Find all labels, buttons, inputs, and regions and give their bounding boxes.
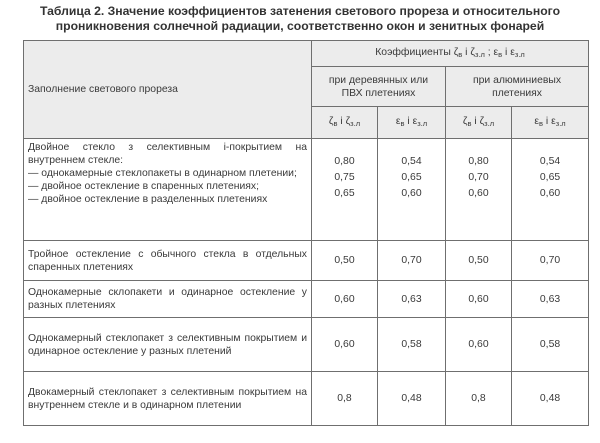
row-5-label: Двокамерный стеклопакет з селективным покрытием на внутреннем стекле и в одинарном плетении: [24, 372, 312, 426]
row-4-cell-2: 0,58: [378, 318, 446, 372]
header-filling: [24, 41, 312, 139]
row-3-cell-3: 0,60: [446, 281, 512, 318]
table-row: [24, 281, 589, 318]
table-row: [24, 139, 589, 241]
row-1-label: Двойное стекло з селективным і-покрытием на внутреннем стекле: — однокамерные стеклопакеты в одинарном плетении; — двойное остекление в спаренных плетениях; — двойное остекление в разделенных плетениях: [24, 139, 312, 241]
row-2-cell-2: 0,70: [378, 241, 446, 281]
row-1-cell-2: 0,54 0,65 0,60: [378, 139, 446, 241]
row-3-cell-2: 0,63: [378, 281, 446, 318]
row-5-cell-2: 0,48: [378, 372, 446, 426]
table-title: [0, 4, 600, 34]
row-1-cell-1: 0,80 0,75 0,65: [312, 139, 378, 241]
row-2-cell-1: 0,50: [312, 241, 378, 281]
row-3-cell-1: 0,60: [312, 281, 378, 318]
header-eps-2: $\varepsilon_в$ і $\varepsilon_{з.л}$: [512, 107, 589, 139]
table-row: [24, 372, 589, 426]
row-4-cell-3: 0,60: [446, 318, 512, 372]
row-5-cell-1: 0,8: [312, 372, 378, 426]
table-row: [24, 241, 589, 281]
row-3-cell-4: 0,63: [512, 281, 589, 318]
row-2-cell-3: 0,50: [446, 241, 512, 281]
header-filling-label: Заполнение светового прореза: [28, 84, 178, 95]
header-aluminium: при алюминиевых плетениях: [446, 67, 589, 107]
row-2-cell-4: 0,70: [512, 241, 589, 281]
row-4-cell-1: 0,60: [312, 318, 378, 372]
header-wood-pvc: при деревянных или ПВХ плетениях: [312, 67, 446, 107]
title-line-2: проникновения солнечной радиации, соответственно окон и зенитных фонарей: [55, 19, 545, 33]
row-2-label: Тройное остекление с обычного стекла в отдельных спаренных плетениях: [24, 241, 312, 281]
coef-prefix: Коэффициенты: [375, 47, 454, 58]
table-row: [24, 318, 589, 372]
header-zeta-2: $\zeta_в$ і $\zeta_{з.л}$: [446, 107, 512, 139]
row-3-label: Однокамерные склопакети и одинарное остекление у разных плетениях: [24, 281, 312, 318]
row-1-cell-3: 0,80 0,70 0,60: [446, 139, 512, 241]
row-5-cell-4: 0,48: [512, 372, 589, 426]
title-line-1: Таблица 2. Значение коэффициентов затенения светового прореза и относительного: [39, 4, 561, 18]
row-5-cell-3: 0,8: [446, 372, 512, 426]
row-1-cell-4: 0,54 0,65 0,60: [512, 139, 589, 241]
coefficients-table: [23, 40, 589, 426]
header-coefficients: Коэффициенты $\zeta_в$ і $\zeta_{з.л}$ ; $\varepsilon_в$ і $\varepsilon_{з.л}$: [312, 41, 589, 67]
header-eps-1: $\varepsilon_в$ і $\varepsilon_{з.л}$: [378, 107, 446, 139]
header-zeta-1: $\zeta_в$ і $\zeta_{з.л}$: [312, 107, 378, 139]
row-4-label: Однокамерный стеклопакет з селективным покрытием и одинарное остекление у разных плетений: [24, 318, 312, 372]
row-4-cell-4: 0,58: [512, 318, 589, 372]
